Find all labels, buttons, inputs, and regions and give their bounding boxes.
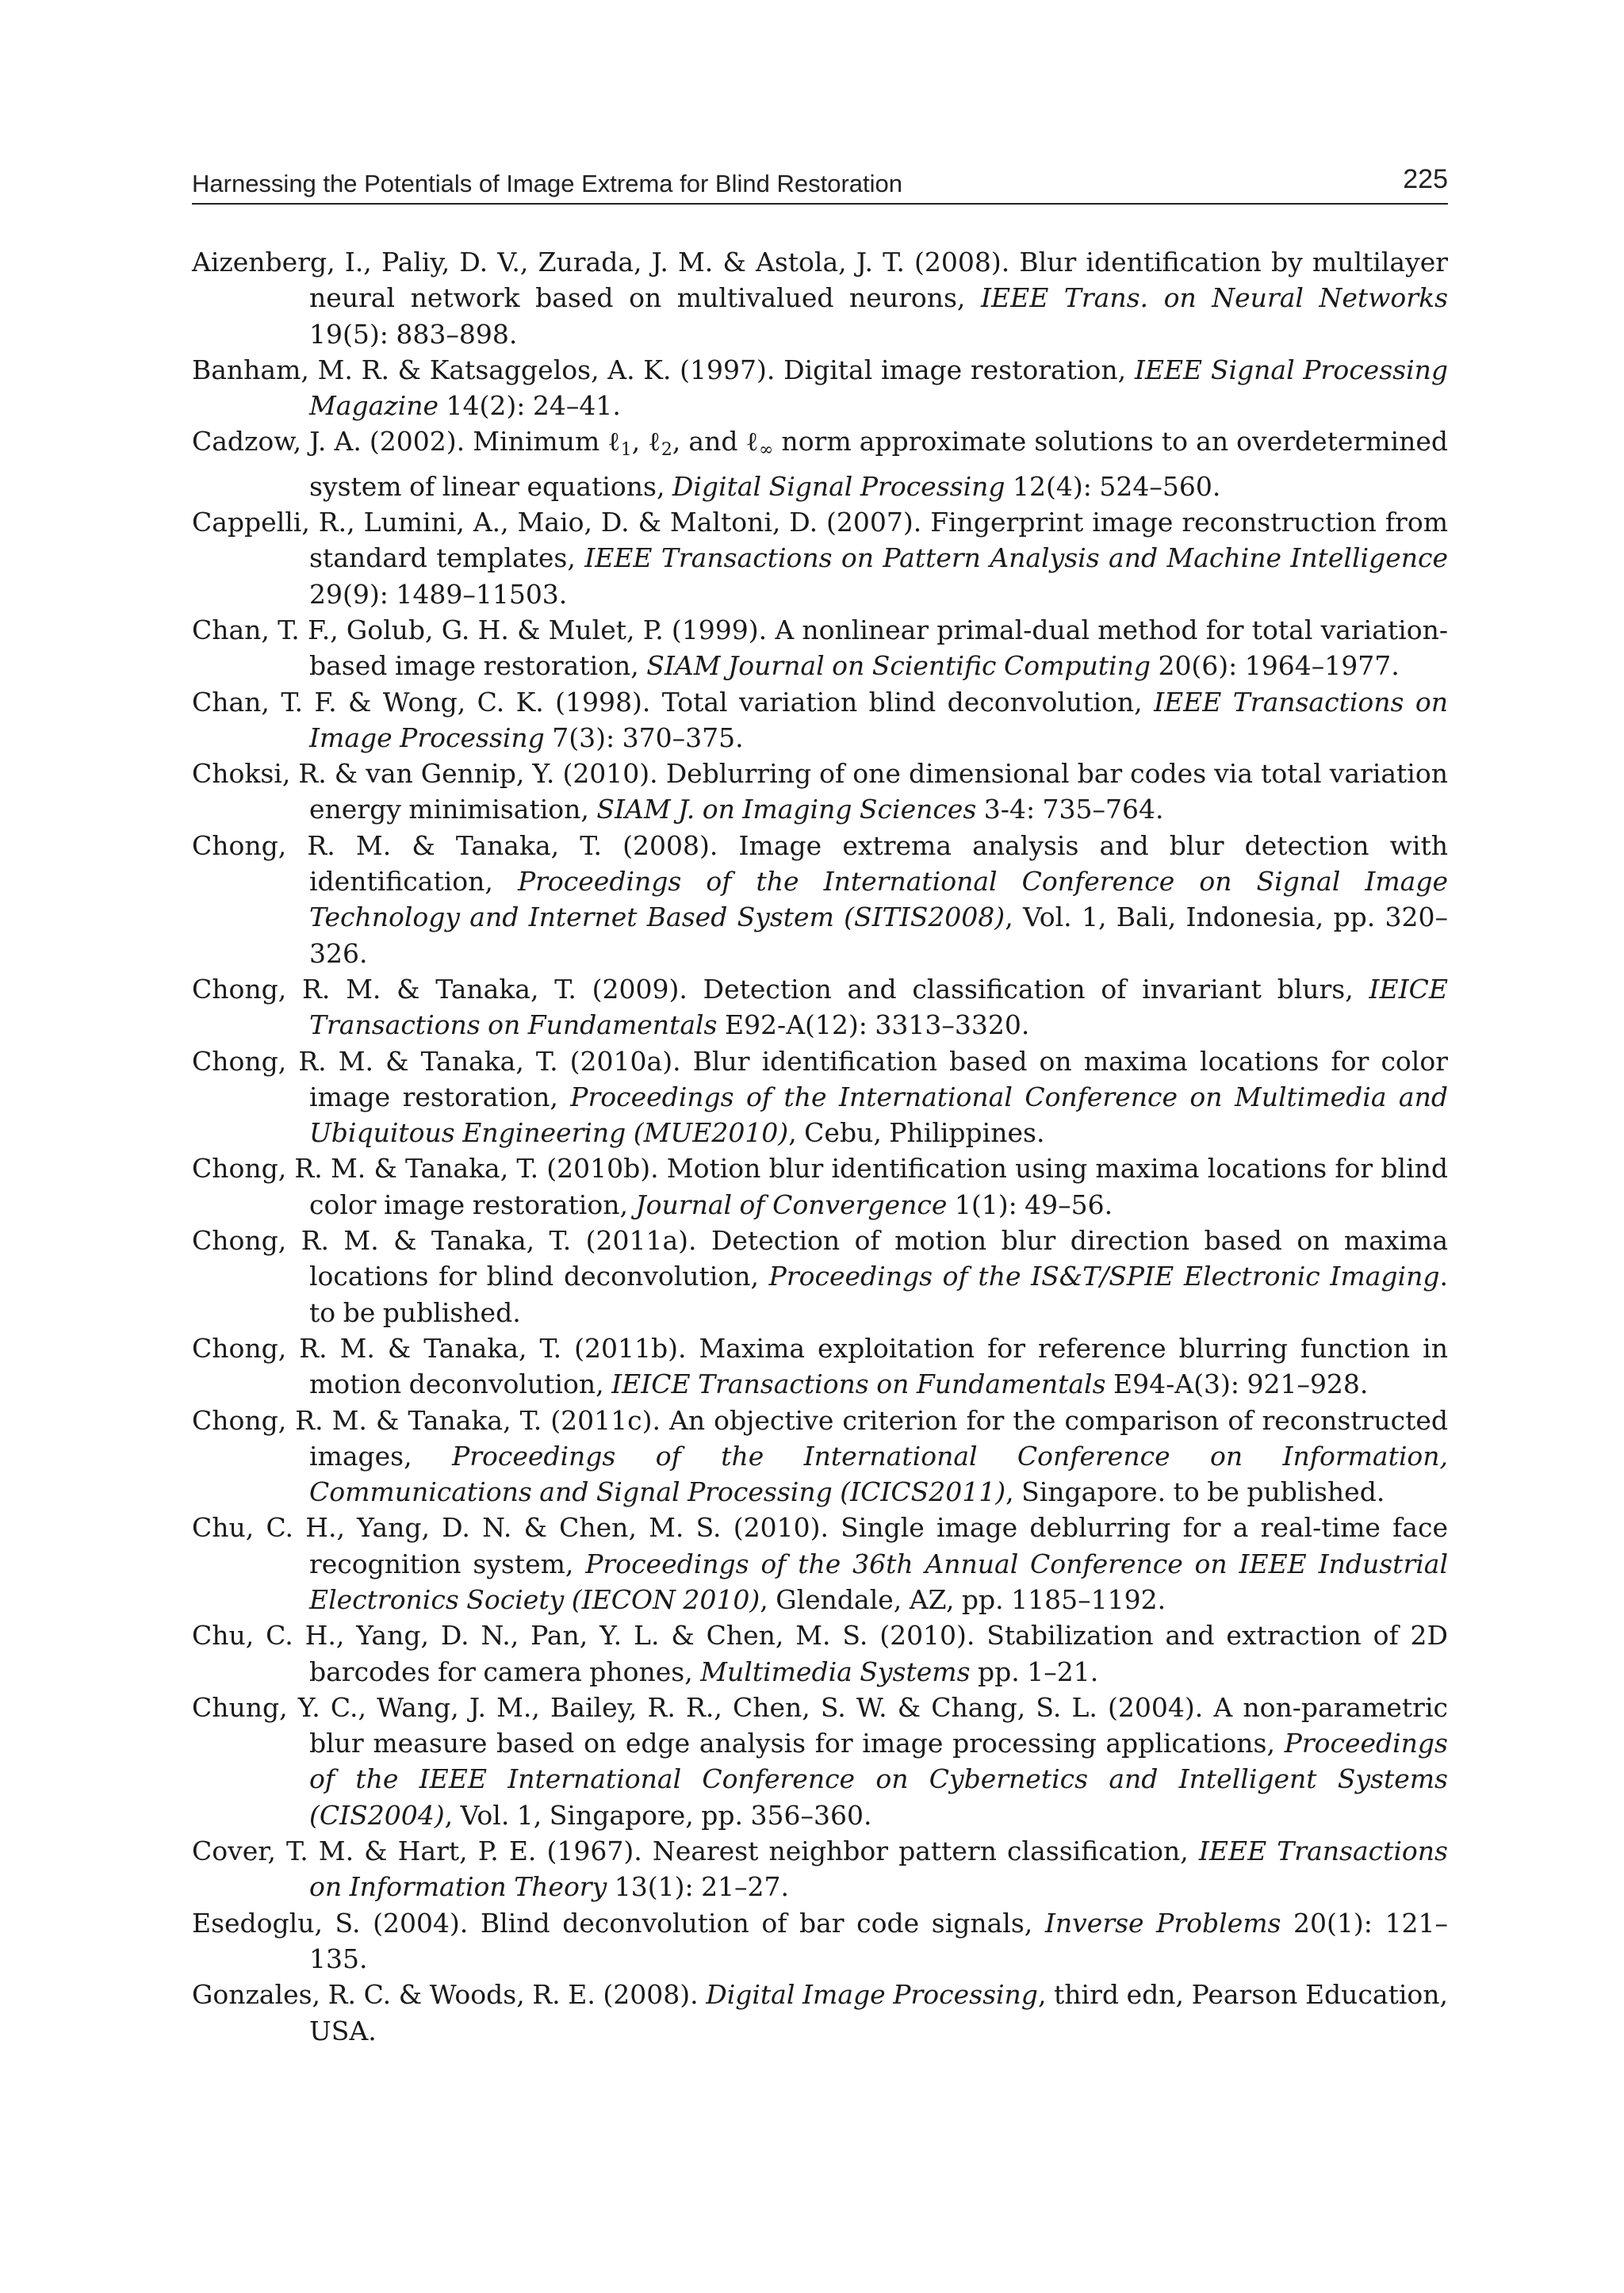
reference-venue: Proceedings of the International Conference on Multimedia and Ubiquitous Engineering (MUE2010) xyxy=(309,1081,1448,1149)
reference-item: Banham, M. R. & Katsaggelos, A. K. (1997). Digital image restoration, IEEE Signal Processing Magazine 14(2): 24–41. xyxy=(192,354,1449,422)
running-title: Harnessing the Potentials of Image Extrema for Blind Restoration xyxy=(192,170,903,197)
reference-item: Chong, R. M. & Tanaka, T. (2011c). An objective criterion for the comparison of reconstructed images, Proceedings of the International Conference on Information, Communications and Signal Processing (ICICS2011), Singapore. to be published. xyxy=(192,1404,1449,1508)
reference-venue: Proceedings of the IEEE International Conference on Cybernetics and Intelligent Systems (CIS2004) xyxy=(309,1728,1448,1831)
reference-venue: Proceedings of the International Conference on Information, Communications and Signal Processing (ICICS2011) xyxy=(309,1440,1449,1508)
reference-venue: Multimedia Systems xyxy=(700,1656,971,1687)
reference-item: Chan, T. F. & Wong, C. K. (1998). Total variation blind deconvolution, IEEE Transactions on Image Processing 7(3): 370–375. xyxy=(192,686,1448,753)
reference-list xyxy=(192,244,1448,2049)
reference-venue: IEICE Transactions on Fundamentals xyxy=(309,973,1448,1041)
reference-venue: IEEE Transactions on Information Theory xyxy=(309,1836,1448,1903)
reference-item: Chu, C. H., Yang, D. N., Pan, Y. L. & Chen, M. S. (2010). Stabilization and extraction of 2D barcodes for camera phones, Multimedia Systems pp. 1–21. xyxy=(192,1620,1448,1687)
reference-item: Gonzales, R. C. & Woods, R. E. (2008). Digital Image Processing, third edn, Pearson Education, USA. xyxy=(192,1979,1448,2046)
reference-venue: Journal of Convergence xyxy=(635,1189,948,1220)
reference-venue: IEICE Transactions on Fundamentals xyxy=(611,1369,1106,1400)
reference-item: Cappelli, R., Lumini, A., Maio, D. & Maltoni, D. (2007). Fingerprint image reconstruction from standard templates, IEEE Transactions on Pattern Analysis and Machine Intelligence 29(9): 1489–11503. xyxy=(192,507,1449,610)
reference-venue: IEEE Transactions on Pattern Analysis and Machine Intelligence xyxy=(584,542,1449,574)
reference-venue: IEEE Signal Processing Magazine xyxy=(309,354,1449,422)
reference-venue: SIAM J. on Imaging Sciences xyxy=(596,794,977,825)
reference-item: Chong, R. M. & Tanaka, T. (2010b). Motion blur identification using maxima locations for blind color image restoration, Journal of Convergence 1(1): 49–56. xyxy=(192,1153,1448,1220)
reference-item: Cover, T. M. & Hart, P. E. (1967). Nearest neighbor pattern classification, IEEE Transactions on Information Theory 13(1): 21–27. xyxy=(192,1836,1448,1903)
reference-venue: Digital Image Processing xyxy=(706,1979,1038,2011)
running-header xyxy=(192,155,1448,205)
reference-item: Aizenberg, I., Paliy, D. V., Zurada, J. M. & Astola, J. T. (2008). Blur identification by multilayer neural network based on multivalued neurons, IEEE Trans. on Neural Networks 19(5): 883–898. xyxy=(192,247,1448,350)
reference-item: Chong, R. M. & Tanaka, T. (2009). Detection and classification of invariant blurs, IEICE Transactions on Fundamentals E92-A(12): 3313–3320. xyxy=(192,973,1448,1041)
reference-item: Chung, Y. C., Wang, J. M., Bailey, R. R., Chen, S. W. & Chang, S. L. (2004). A non-parametric blur measure based on edge analysis for image processing applications, Proceedings of the IEEE International Conference on Cybernetics and Intelligent Systems (CIS2004), Vol. 1, Singapore, pp. 356–360. xyxy=(192,1691,1448,1831)
reference-item: Chu, C. H., Yang, D. N. & Chen, M. S. (2010). Single image deblurring for a real-time face recognition system, Proceedings of the 36th Annual Conference on IEEE Industrial Electronics Society (IECON 2010), Glendale, AZ, pp. 1185–1192. xyxy=(192,1512,1448,1615)
reference-venue: Proceedings of the 36th Annual Conference on IEEE Industrial Electronics Society (IECON 2010) xyxy=(309,1548,1448,1615)
reference-venue: Proceedings of the International Conference on Signal Image Technology and Internet Based System (SITIS2008) xyxy=(309,866,1448,933)
reference-venue: IEEE Trans. on Neural Networks xyxy=(980,282,1448,314)
reference-item: Esedoglu, S. (2004). Blind deconvolution of bar code signals, Inverse Problems 20(1): 121–135. xyxy=(192,1907,1448,1974)
reference-item: Cadzow, J. A. (2002). Minimum ℓ$_1$, ℓ$_2$, and ℓ$_\infty$ norm approximate solutions to an overdetermined system of linear equations, Digital Signal Processing 12(4): 524–560. xyxy=(192,426,1448,502)
reference-venue: Inverse Problems xyxy=(1044,1907,1281,1939)
reference-item: Choksi, R. & van Gennip, Y. (2010). Deblurring of one dimensional bar codes via total variation energy minimisation, SIAM J. on Imaging Sciences 3-4: 735–764. xyxy=(192,758,1448,825)
page-number: 225 xyxy=(1403,164,1448,194)
reference-item: Chong, R. M. & Tanaka, T. (2010a). Blur identification based on maxima locations for color image restoration, Proceedings of the International Conference on Multimedia and Ubiquitous Engineering (MUE2010), Cebu, Philippines. xyxy=(192,1045,1448,1149)
reference-item: Chong, R. M. & Tanaka, T. (2008). Image extrema analysis and blur detection with identification, Proceedings of the International Conference on Signal Image Technology and Internet Based System (SITIS2008), Vol. 1, Bali, Indonesia, pp. 320–326. xyxy=(192,829,1449,969)
reference-venue: Digital Signal Processing xyxy=(672,470,1005,502)
reference-item: Chan, T. F., Golub, G. H. & Mulet, P. (1999). A nonlinear primal-dual method for total variation-based image restoration, SIAM Journal on Scientific Computing 20(6): 1964–1977. xyxy=(192,614,1448,682)
reference-venue: IEEE Transactions on Image Processing xyxy=(309,686,1448,753)
reference-venue: Proceedings of the IS&T/SPIE Electronic Imaging xyxy=(768,1261,1440,1292)
reference-item: Chong, R. M. & Tanaka, T. (2011b). Maxima exploitation for reference blurring function in motion deconvolution, IEICE Transactions on Fundamentals E94-A(3): 921–928. xyxy=(192,1332,1448,1400)
reference-venue: SIAM Journal on Scientific Computing xyxy=(646,650,1151,682)
reference-item: Chong, R. M. & Tanaka, T. (2011a). Detection of motion blur direction based on maxima locations for blind deconvolution, Proceedings of the IS&T/SPIE Electronic Imaging. to be published. xyxy=(192,1225,1448,1328)
